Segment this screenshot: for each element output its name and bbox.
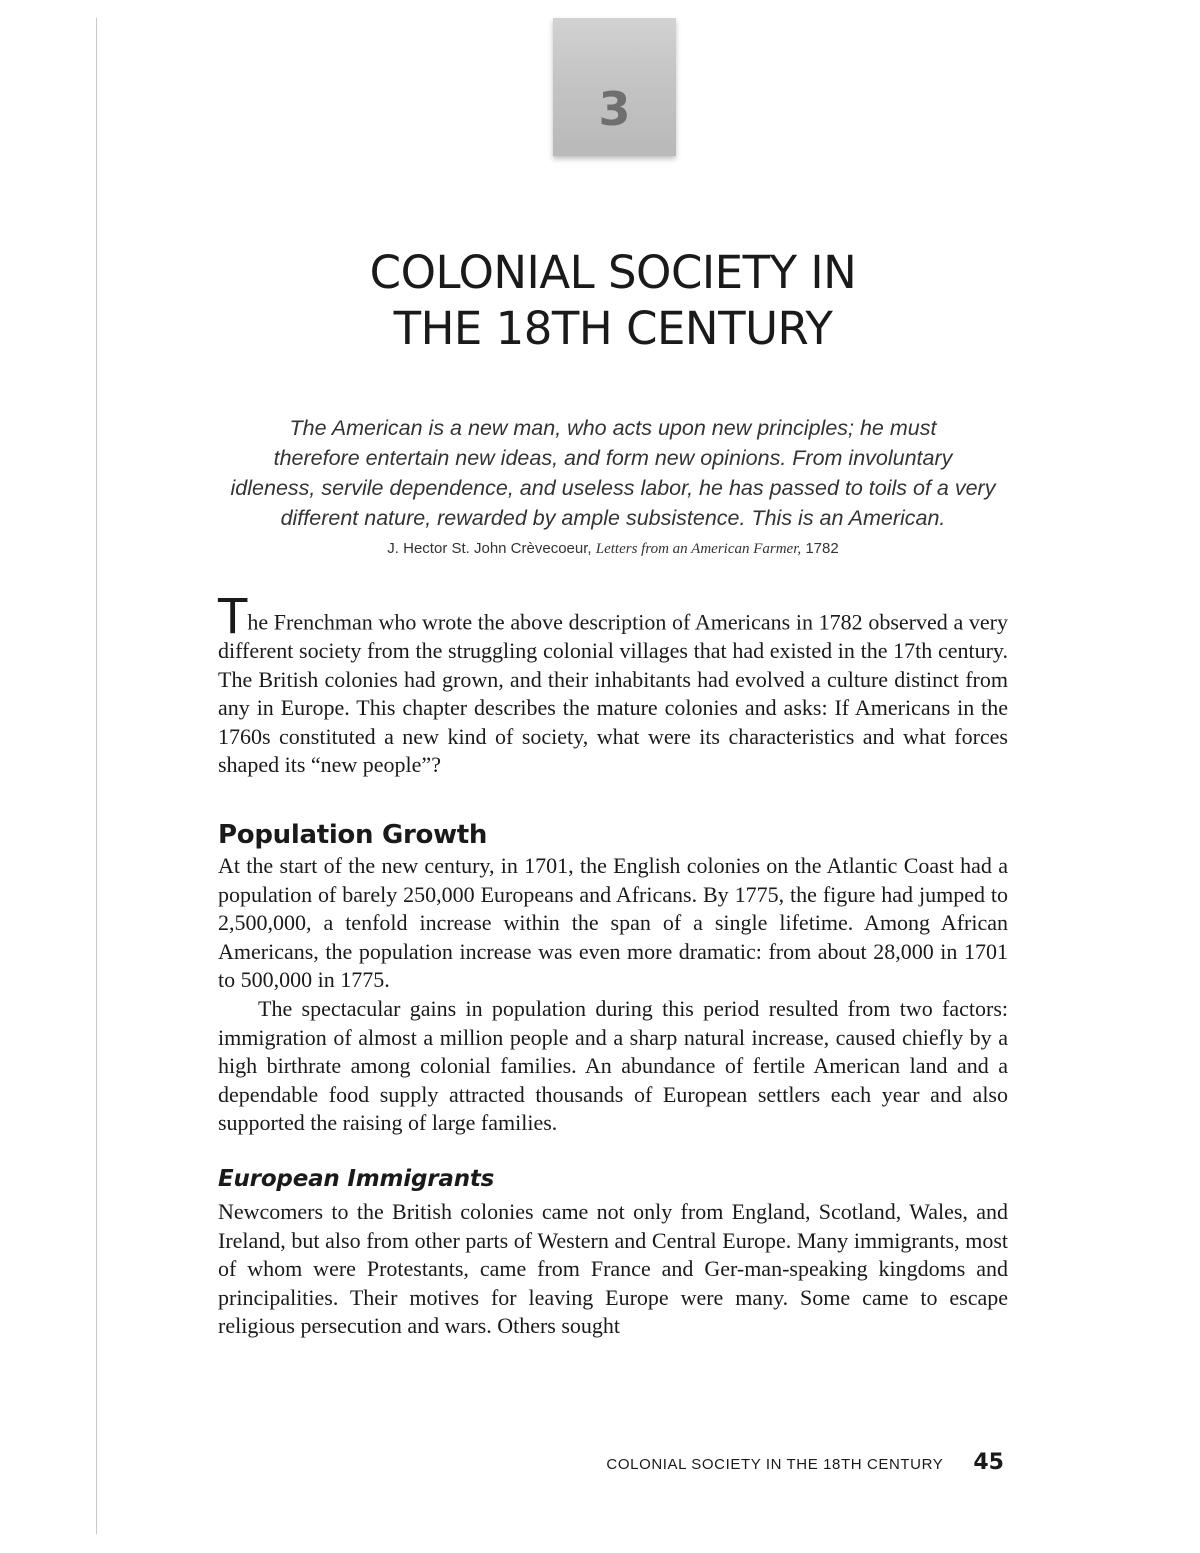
epigraph-line: idleness, servile dependence, and useless labor, he has passed to toils of a very bbox=[230, 476, 996, 500]
subsection-heading: European Immigrants bbox=[218, 1166, 495, 1192]
section-population-growth bbox=[218, 818, 1008, 1138]
chapter-title bbox=[200, 245, 1026, 357]
intro-text: he Frenchman who wrote the above description of Americans in 1782 observed a very different society from the struggling colonial villages that had existed in the 17th century. The British colonies had grown, and their inhabitants had evolved a culture distinct from any in Europe. This chapter describes the mature colonies and asks: If Americans in the 1760s constituted a new kind of society, what were its characteristics and what forces shaped its “new people”? bbox=[218, 609, 1008, 778]
chapter-title-line-2: THE 18TH CENTURY bbox=[393, 302, 833, 355]
chapter-number-tab bbox=[553, 18, 676, 156]
epigraph-book-title: Letters from an American Farmer, bbox=[595, 541, 802, 557]
epigraph-year: 1782 bbox=[805, 540, 839, 557]
page-number: 45 bbox=[973, 1450, 1004, 1475]
body-paragraph: The spectacular gains in population during this period resulted from two factors: immigration of almost a million people and a sharp natural increase, caused chiefly by a high birthrate among colonial families. An abundance of fertile American land and a dependable food supply attracted thousands of European settlers each year and also supported the raising of large families. bbox=[218, 995, 1008, 1136]
epigraph-author: J. Hector St. John Crèvecoeur, bbox=[387, 540, 592, 557]
body-paragraph: At the start of the new century, in 1701, the English colonies on the Atlantic Coast had a population of barely 250,000 Europeans and Africans. By 1775, the figure had jumped to 2,500,000, a tenfold increase within the span of a single lifetime. Among African Americans, the population increase was even more dramatic: from about 28,000 in 1701 to 500,000 in 1775. bbox=[218, 853, 1008, 993]
intro-paragraph bbox=[218, 589, 1008, 780]
epigraph-line: therefore entertain new ideas, and form new opinions. From involuntary bbox=[273, 446, 953, 470]
drop-cap: T bbox=[218, 589, 248, 645]
chapter-number: 3 bbox=[598, 82, 631, 136]
page-margin-rule bbox=[96, 18, 97, 1534]
epigraph-line: The American is a new man, who acts upon new principles; he must bbox=[289, 416, 937, 440]
epigraph bbox=[210, 413, 1016, 559]
page-footer bbox=[606, 1450, 1004, 1475]
chapter-title-line-1: COLONIAL SOCIETY IN bbox=[369, 246, 857, 299]
section-heading: Population Growth bbox=[218, 820, 488, 850]
epigraph-attribution bbox=[210, 539, 1016, 559]
running-head: COLONIAL SOCIETY IN THE 18TH CENTURY bbox=[606, 1456, 944, 1473]
epigraph-line: different nature, rewarded by ample subsistence. This is an American. bbox=[280, 506, 946, 530]
section-european-immigrants bbox=[218, 1164, 1008, 1341]
body-paragraph: Newcomers to the British colonies came not only from England, Scotland, Wales, and Ireland, but also from other parts of Western and Central Europe. Many immigrants, most of whom were Protestants, came from France and Ger-man-speaking kingdoms and principalities. Their motives for leaving Europe were many. Some came to escape religious persecution and wars. Others sought bbox=[218, 1199, 1008, 1339]
epigraph-quote bbox=[210, 413, 1016, 533]
